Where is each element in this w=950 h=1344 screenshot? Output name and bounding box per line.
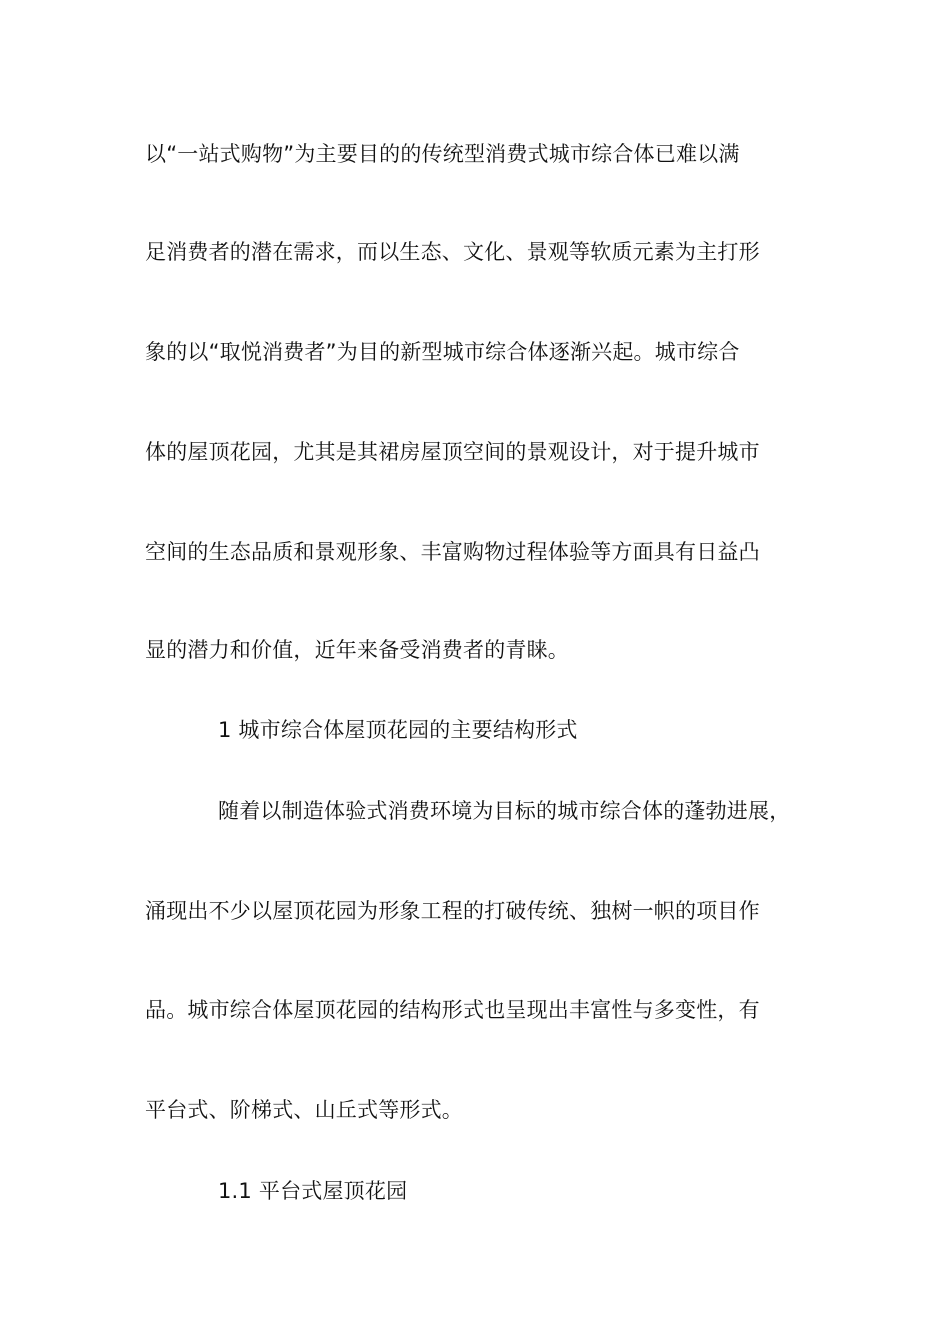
section-heading-1: 1 城市综合体屋顶花园的主要结构形式 (218, 718, 578, 742)
paragraph-1-line-3: 象的以“取悦消费者”为目的新型城市综合体逐渐兴起。城市综合 (145, 340, 740, 364)
paragraph-2-line-3: 品。城市综合体屋顶花园的结构形式也呈现出丰富性与多变性，有 (145, 998, 760, 1022)
paragraph-1-line-5: 空间的生态品质和景观形象、丰富购物过程体验等方面具有日益凸 (145, 540, 760, 564)
paragraph-2-line-1: 随着以制造体验式消费环境为目标的城市综合体的蓬勃进展， (218, 799, 791, 823)
paragraph-1-line-1: 以“一站式购物”为主要目的的传统型消费式城市综合体已难以满 (145, 142, 740, 166)
paragraph-1-line-6: 显的潜力和价值，近年来备受消费者的青睐。 (145, 638, 569, 662)
paragraph-1-line-4: 体的屋顶花园，尤其是其裙房屋顶空间的景观设计，对于提升城市 (145, 440, 760, 464)
paragraph-2-line-2: 涌现出不少以屋顶花园为形象工程的打破传统、独树一帜的项目作 (145, 899, 760, 923)
section-heading-1-1: 1.1 平台式屋顶花园 (218, 1179, 408, 1203)
paragraph-1-line-2: 足消费者的潜在需求，而以生态、文化、景观等软质元素为主打形 (145, 240, 760, 264)
paragraph-2-line-4: 平台式、阶梯式、山丘式等形式。 (145, 1098, 463, 1122)
